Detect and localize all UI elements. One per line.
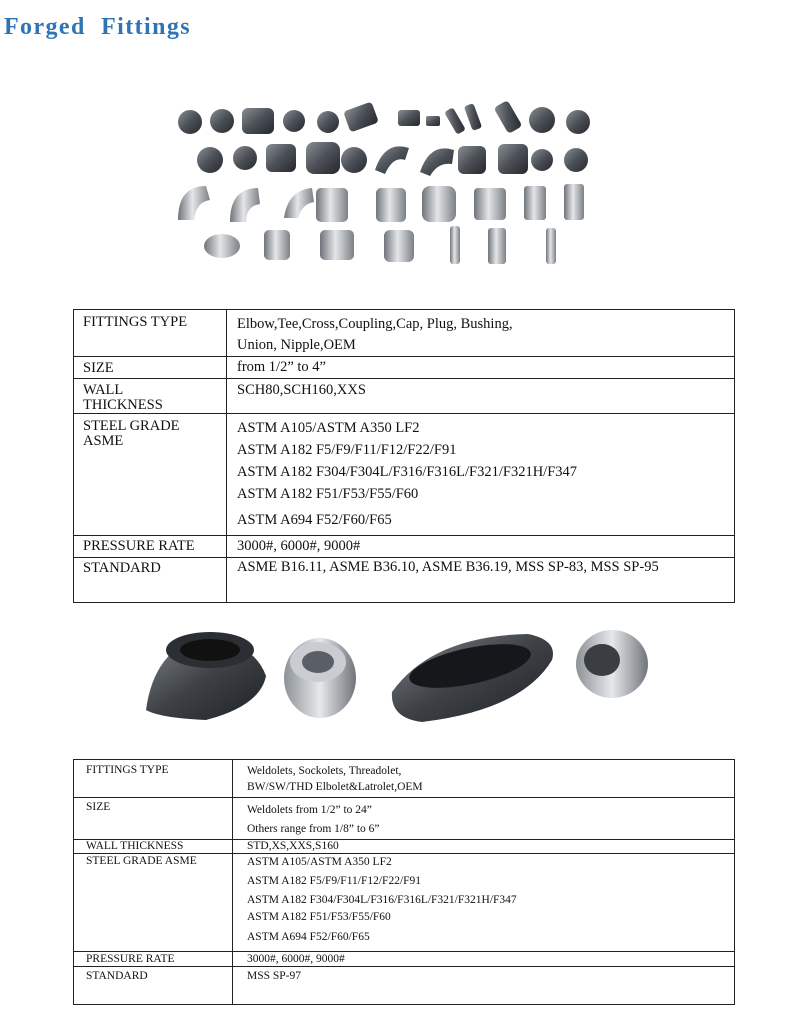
table-row [74,310,735,357]
table-row [74,854,735,952]
olets-photo [140,622,660,738]
table-row [74,840,735,854]
table-row [74,952,735,967]
table-row [74,414,735,536]
row-label: SIZE [74,798,233,840]
table-row [74,558,735,603]
row-value: Weldolets from 1/2” to 24” Others range from 1/8” to 6” [233,798,735,840]
row-label: STANDARD [74,558,227,603]
table-row [74,967,735,1005]
row-value: ASTM A105/ASTM A350 LF2 ASTM A182 F5/F9/F11/F12/F22/F91 ASTM A182 F304/F304L/F316/F316L/F321/F321H/F347 ASTM A182 F51/F53/F55/F60 ASTM A694 F52/F60/F65 [233,854,735,952]
row-value: MSS SP-97 [233,967,735,1005]
row-value: from 1/2” to 4” [227,357,735,379]
row-label: PRESSURE RATE [74,536,227,558]
row-value: ASME B16.11, ASME B36.10, ASME B36.19, MSS SP-83, MSS SP-95 [227,558,735,603]
row-label: WALL THICKNESS [74,379,227,414]
forged-fittings-spec-table [73,309,735,603]
forged-fittings-photo [170,100,600,272]
table-row [74,760,735,798]
olets-spec-table [73,759,735,1005]
table-row [74,357,735,379]
row-value: SCH80,SCH160,XXS [227,379,735,414]
row-value: ASTM A105/ASTM A350 LF2 ASTM A182 F5/F9/F11/F12/F22/F91 ASTM A182 F304/F304L/F316/F316L/F321/F321H/F347 ASTM A182 F51/F53/F55/F60 ASTM A694 F52/F60/F65 [227,414,735,536]
row-value: Elbow,Tee,Cross,Coupling,Cap, Plug, Bushing, Union, Nipple,OEM [227,310,735,357]
table-row [74,536,735,558]
row-label: STEEL GRADE ASME [74,854,233,952]
row-label: FITTINGS TYPE [74,310,227,357]
table-row [74,798,735,840]
row-label: WALL THICKNESS [74,840,233,854]
row-label: FITTINGS TYPE [74,760,233,798]
row-label: SIZE [74,357,227,379]
row-value: 3000#, 6000#, 9000# [227,536,735,558]
row-value: 3000#, 6000#, 9000# [233,952,735,967]
row-label: STANDARD [74,967,233,1005]
page-title: Forged Fittings [4,14,191,40]
row-label: PRESSURE RATE [74,952,233,967]
row-label: STEEL GRADE ASME [74,414,227,536]
table-row [74,379,735,414]
row-value: STD,XS,XXS,S160 [233,840,735,854]
row-value: Weldolets, Sockolets, Threadolet, BW/SW/THD Elbolet&Latrolet,OEM [233,760,735,798]
